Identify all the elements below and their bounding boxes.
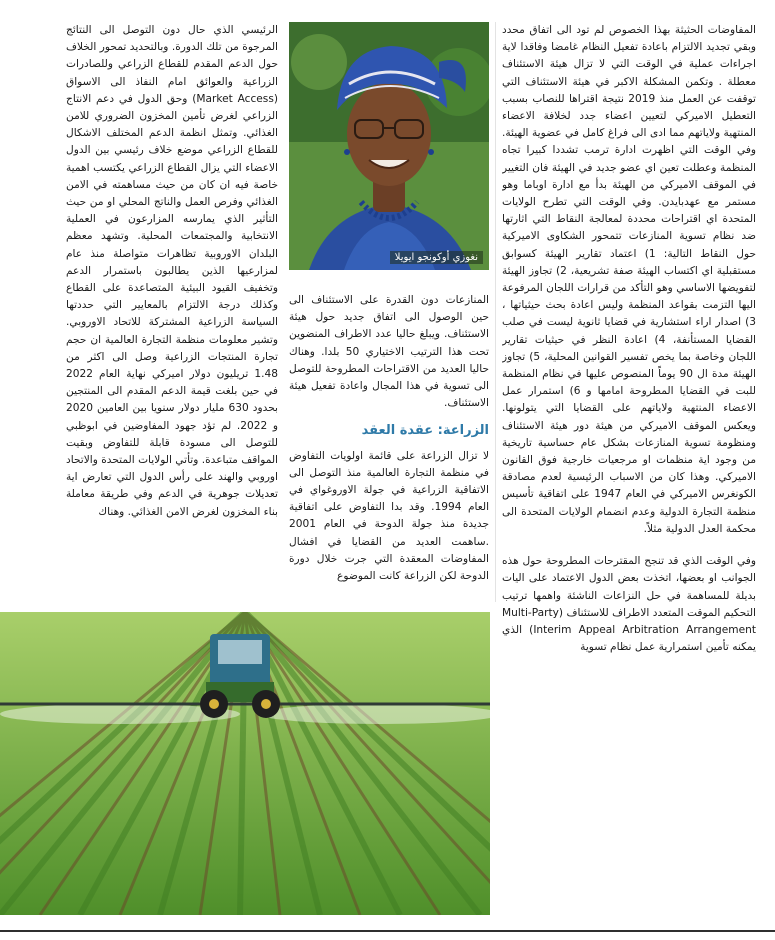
tractor-field-illustration [0,612,490,915]
page-bottom-rule [0,930,775,932]
section-heading: الزراعة: عقدة العقد [361,423,489,439]
portrait-photo [289,22,489,270]
article-column-right [502,22,756,912]
article-column-left [66,22,278,602]
article-column-middle [289,292,489,604]
article-paragraph: الرئيسي الذي حال دون التوصل الى النتائج المرجوة من تلك الدورة. وبالتحديد تمحور الخلاف حول الدعم المقدم للقطاع الزراعي وللصادرات الزراعية والعوائق امام النفاذ الى الاسواق (Market Access) وحق الدول في دعم الانتاج الزراعي لغرض تأمين المخزون الضروري للامن الغذائي. وتمثل انظمة الدعم المختلف الاشكال للقطاع الزراعي موضع خلاف رئيسي بين الدول الاعضاء التي يزال القطاع الزراعي يكتسب اهمية خاصة فيه ان كان من حيث مساهمته في الامن الغذائي وفرص العمل والناتج المحلي او من حيث التأثير الذي يمارسه المزارعون في العملية الانتخابية والمجتمعات المحلية. وتشهد معظم البلدان الاوروبية تظاهرات متواصلة منذ عام لمزارعيها الذين يطالبون باستمرار الدعم وتخفيف القيود البيئية المتصاعدة على القطاع وكذلك درجة الالتزام بالمعايير التي حددتها السياسة الزراعية المشتركة للاتحاد الاوروبي. وتشير معلومات منظمة التجارة العالمية ان حجم تجارة المنتجات الزراعية وصل الى اكثر من 1.48 تريليون دولار اميركي نهاية العام 2022 في حين بلغت قيمة الدعم المقدم الى المنتجين بحدود 630 مليار دولار سنويا بين العامين 2020 و 2022. لم تؤد جهود المفاوضين في ابوظبي للتوصل الى مسودة قابلة للتفاوض وبقيت المواقف متباعدة. وتأتي الولايات المتحدة والاتحاد اوروبي والهند على رأس الدول التي تعارض اية تعديلات جوهرية في الدعم وفي طريقة معاملة بناء المخزون لغرض الامن الغذائي. وهناك [66,24,278,518]
column-divider [495,22,496,602]
article-paragraph: وفي الوقت الذي قد تنجح المقترحات المطروحة حول هذه الجوانب او بعضها، اتخذت بعض الدول الاعتماد على اليات بديلة للمساهمة في حل النزاعات الناشئة واهمها ترتيب التحكيم الموقت المتعدد الاطراف للاستئناف (Multi-Party Interim Appeal Arbitration Arrangement) الذي يمكنه تأمين استمرارية عمل نظام تسوية [502,555,756,654]
article-paragraph: المنازعات دون القدرة على الاستئناف الى حين الوصول الى اتفاق جديد حول هيئة الاستئناف. ويبلغ حاليا عدد الاطراف المنضوين تحت هذا الترتيب الاختياري 50 بلدا. وهناك حاليا العديد من الاقتراحات المطروحة للتوصل الى تسوية في هذا المجال واعادة تفعيل هيئة الاستئناف. [289,294,489,410]
article-paragraph: المفاوضات الحثيثة بهذا الخصوص لم تود الى اتفاق محدد وبقي تجديد الالتزام باعادة تفعيل النظام غامضا وفاقدا لاية اجراءات عملية في الوقت التي لا تزال هيئة الاستئناف معطلة . وتكمن المشكلة الاكبر في هيئة الاستئناف التي توقفت عن العمل منذ 2019 نتيجة اقتراها للنصاب بسبب التعطيل الاميركي لتعيين اعضاء جدد لخلافة الاعضاء المنتهية ولاياتهم مما ادى الى فراغ كامل في عضوية الهيئة. وفي الوقت التي اظهرت ادارة ترمب تشددا كبيرا تجاه المنظمة وعطلت تعين اي عضو جديد في الهيئة فان التغيير في الموقف الاميركي من الهيئة بدأ مع ادارة اوباما وهو مستمر مع عهدبايدن. وفي الوقت التي تطرح الولايات المتحدة اي اقتراحات محددة لمعالجة النقاط التي اثارتها ضد نظام تسوية المنازعات تتمحور الشكاوى الاميركية حول النقاط التالية: 1) اعتماد تقارير الهيئة كسوابق مستقبلية اي اكتساب الهيئة صفة تشريعية، 2) تجاوز الهيئة لتفويضها الاساسي وهو التأكد من قرارات اللجان المرفوعة اليها التزمت بقواعد المنظمة وليس اعادة بحث حيثياتها ، 3) اصدار اراء استشارية في قضايا ثانوية ليست في صلب القضايا المستأنفة، 4) اعادة النظر في حيثيات تقارير اللجان وخاصة بما يخص تفسير القوانين المحلية، 5) تجاوز الهيئة مدة ال 90 يوماً المنصوص عليها في نظام المنظمة للبت في القضايا المطروحة امامها و 6) استمرار عمل الاعضاء المنتهية ولاياتهم على القضايا التي يتولونها. ويعكس الموقف الاميركي من هيئة دور هيئة الاستئناف ومنظومة تسوية المنازعات بشكل عام حساسية تاريخية من وجود اية منظمات او مرجعيات خارجية فوق القانون الاميركي. وهذا كان من الاسباب الرئيسية لعدم مصادقة الكونغرس الاميركي في العام 1947 على اتفاقية تأسيس منظمة التجارة الدولية وعدم انضمام الولايات المتحدة الى محكمة العدل الدولية مثلاً. [502,24,756,535]
field-photo [0,612,490,915]
portrait-illustration [289,22,489,270]
article-paragraph: لا تزال الزراعة على قائمة اولويات التفاوض في منظمة التجارة العالمية منذ التوصل الى الاتفاقية الزراعية في جولة الاوروغواي في العام 1994. وقد بدا التفاوض على اتفاقية جديدة منذ جولة الدوحة في العام 2001 .ساهمت العديد من القضايا في افشال المفاوضات المعقدة التي جرت خلال دورة الدوحة لكن الزراعة كانت الموضوع [289,449,489,583]
photo-caption: نغوزي أوكونجو ايويلا [390,251,483,264]
